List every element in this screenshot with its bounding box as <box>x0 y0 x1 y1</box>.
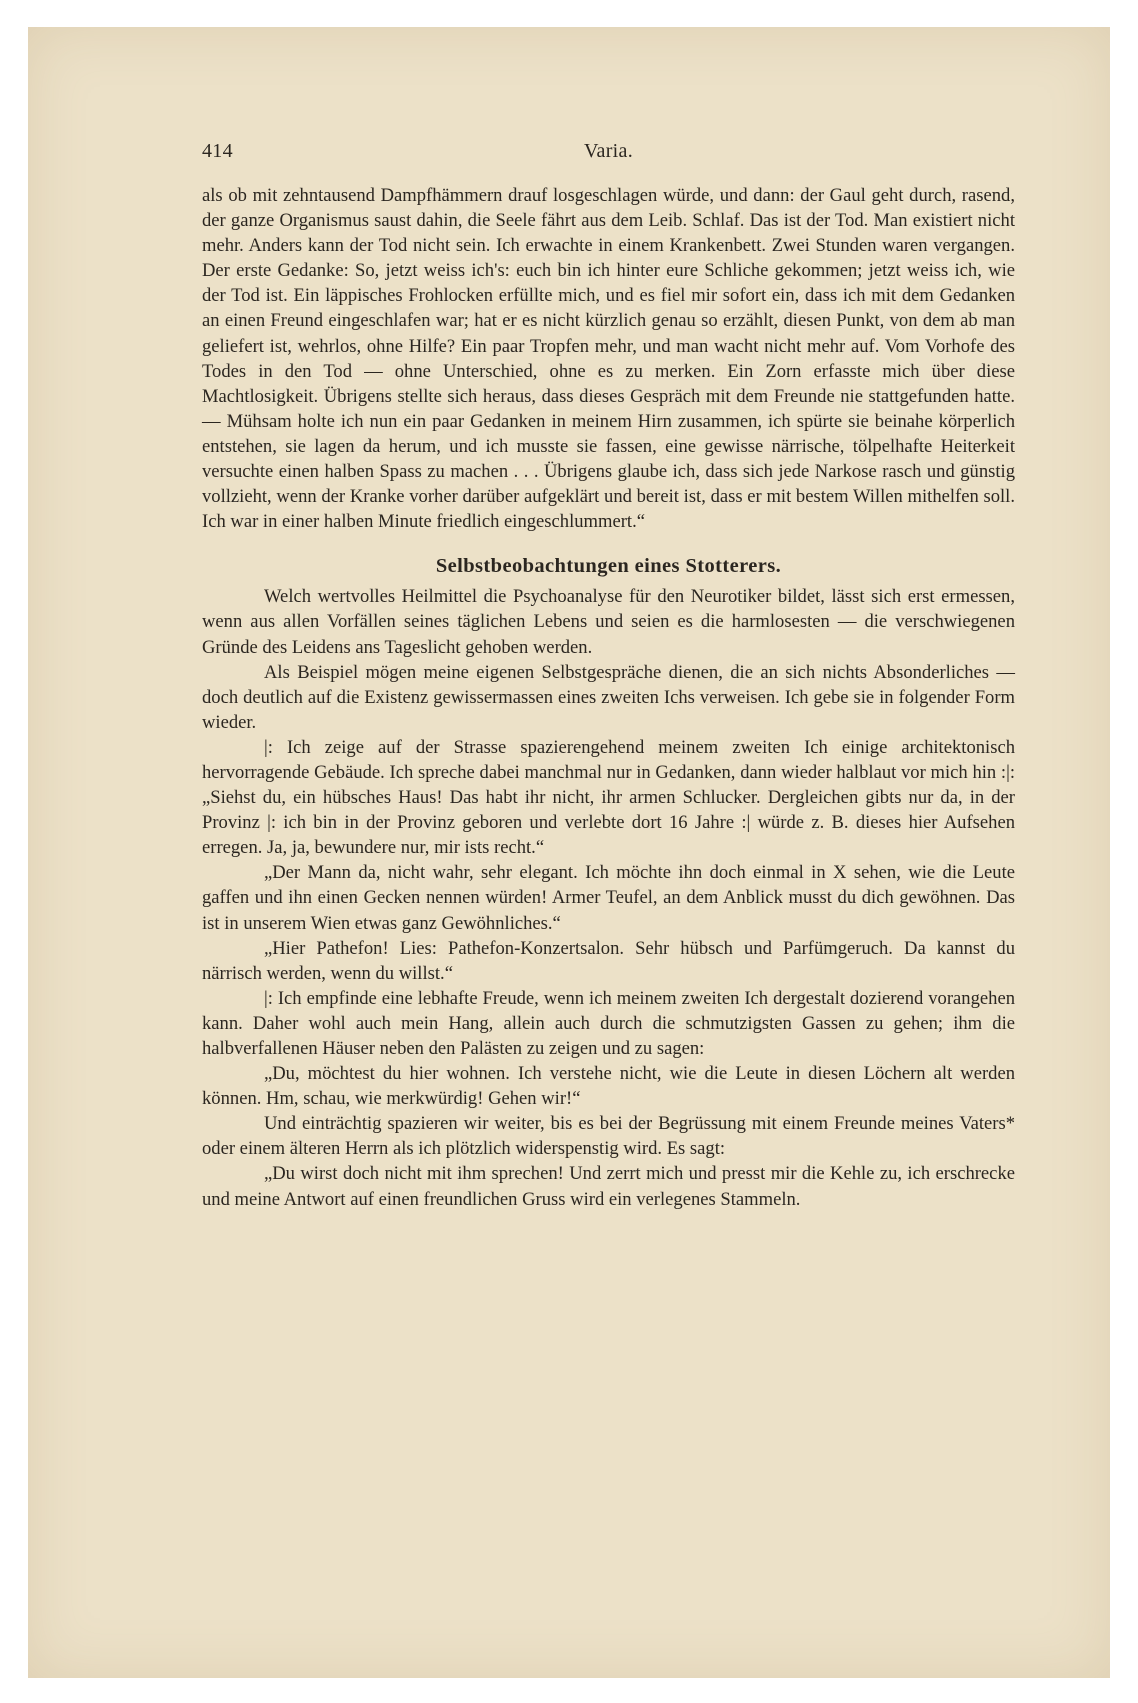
paragraph: Als Beispiel mögen meine eigenen Selbstgespräche dienen, die an sich nichts Absonderliches — doch deutlich auf die Existenz gewissermassen eines zweiten Ichs verweisen. Ich gebe sie in folgender Form wieder. <box>202 661 1015 733</box>
paragraph: Welch wertvolles Heilmittel die Psychoanalyse für den Neurotiker bildet, lässt sich erst ermessen, wenn aus allen Vorfällen seines täglichen Lebens und seien es die harmlosesten — die verschwiegenen Gründe des Leidens ans Tageslicht gehoben werden. <box>202 586 1015 658</box>
running-title: Varia. <box>584 140 633 162</box>
section-title: Selbstbeobachtungen eines Stotterers. <box>435 555 782 578</box>
continued-paragraph: als ob mit zehntausend Dampfhämmern drauf losgeschlagen würde, und dann: der Gaul geht durch, rasend, der ganze Organismus saust dahin, die Seele fährt aus dem Leib. Schlaf. Das ist der Tod. Man existiert nicht mehr. Anders kann der Tod nicht sein. Ich erwachte in einem Krankenbett. Zwei Stunden waren vergangen. Der erste Gedanke: So, jetzt weiss ich's: euch bin ich hinter eure Schliche gekommen; jetzt weiss ich, wie der Tod ist. Ein läppisches Frohlocken erfüllte mich, und es fiel mir sofort ein, dass ich mit dem Gedanken an einen Freund eingeschlafen war; hat er es nicht kürzlich genau so erzählt, diesen Punkt, von dem ab man geliefert ist, wehrlos, ohne Hilfe? Ein paar Tropfen mehr, und man wacht nicht mehr auf. Vom Vorhofe des Todes in den Tod — ohne Unterschied, ohne es zu merken. Ein Zorn erfasste mich über diese Machtlosigkeit. Übrigens stellte sich heraus, dass dieses Gespräch mit dem Freunde nie stattgefunden hatte. — Mühsam holte ich nun ein paar Gedanken in meinem Hirn zusammen, ich spürte sie beinahe körperlich entstehen, sie lagen da herum, und ich musste sie fassen, eine gewisse närrische, tölpelhafte Heiterkeit versuchte einen halben Spass zu machen . . . Übrigens glaube ich, dass sich jede Narkose rasch und günstig vollzieht, wenn der Kranke vorher darüber aufgeklärt und bereit ist, dass er mit bestem Willen mithelfen soll. Ich war in einer halben Minute friedlich eingeschlummert.“ <box>202 185 1015 533</box>
paragraph: „Der Mann da, nicht wahr, sehr elegant. Ich möchte ihn doch einmal in X sehen, wie die Leute gaffen und ihn einen Gecken nennen würden! Armer Teufel, an dem Anblick musst du dich gewöhnen. Das ist in unserem Wien etwas ganz Gewöhnliches.“ <box>202 862 1015 934</box>
paragraph: |: Ich zeige auf der Strasse spazierengehend meinem zweiten Ich einige architektonisch hervorragende Gebäude. Ich spreche dabei manchmal nur in Gedanken, dann wieder halblaut vor mich hin :|: „Siehst du, ein hübsches Haus! Das habt ihr nicht, ihr armen Schlucker. Dergleichen gibts nur da, in der Provinz |: ich bin in der Provinz geboren und verlebte dort 16 Jahre :| würde z. B. dieses hier Aufsehen erregen. Ja, ja, bewundere nur, mir ists recht.“ <box>202 736 1015 859</box>
paragraph: Und einträchtig spazieren wir weiter, bis es bei der Begrüssung mit einem Freunde meines Vaters* oder einem älteren Herrn als ich plötzlich widerspenstig wird. Es sagt: <box>202 1113 1015 1160</box>
paragraph: „Du wirst doch nicht mit ihm sprechen! Und zerrt mich und presst mir die Kehle zu, ich erschrecke und meine Antwort auf einen freundlichen Gruss wird ein verlegenes Stammeln. <box>202 1163 1015 1210</box>
page-content <box>202 140 1015 1212</box>
paragraph: |: Ich empfinde eine lebhafte Freude, wenn ich meinem zweiten Ich dergestalt dozierend vorangehen kann. Daher wohl auch mein Hang, allein auch durch die schmutzigsten Gassen zu gehen; ihm die halbverfallenen Häuser neben den Palästen zu zeigen und zu sagen: <box>202 987 1015 1059</box>
page-number: 414 <box>202 140 233 162</box>
paragraph: „Hier Pathefon! Lies: Pathefon-Konzertsalon. Sehr hübsch und Parfümgeruch. Da kannst du närrisch werden, wenn du willst.“ <box>202 937 1015 984</box>
paragraph: „Du, möchtest du hier wohnen. Ich verstehe nicht, wie die Leute in diesen Löchern alt werden können. Hm, schau, wie merkwürdig! Gehen wir!“ <box>202 1063 1015 1110</box>
running-head <box>202 140 1015 174</box>
